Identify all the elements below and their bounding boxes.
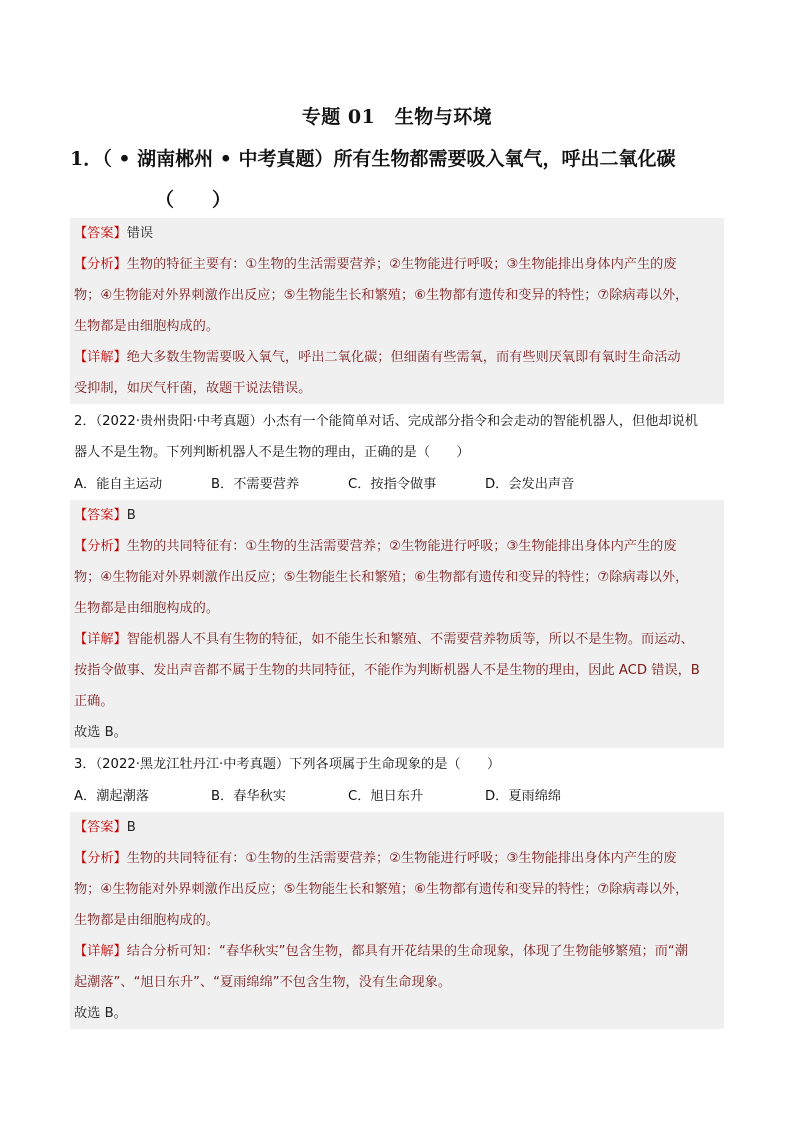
question-2-solution-block bbox=[70, 500, 724, 748]
analysis-line: 生物都是由细胞构成的。 bbox=[74, 319, 220, 334]
answer-value: B bbox=[126, 820, 136, 835]
option-c: C．按指令做事 bbox=[348, 477, 437, 492]
page-title: 专题 01 生物与环境 bbox=[301, 106, 493, 128]
analysis-line: 【分析】生物的共同特征有：①生物的生活需要营养；②生物能进行呼吸；③生物能排出身体内产生的废 bbox=[74, 539, 677, 554]
detail-tag: 【详解】 bbox=[74, 632, 127, 647]
detail-line: 正确。 bbox=[74, 694, 114, 709]
question-1-stem: 1．（ • 湖南郴州 • 中考真题）所有生物都需要吸入氧气，呼出二氧化碳 bbox=[70, 148, 676, 170]
detail-line: 受抑制，如厌气杆菌，故题干说法错误。 bbox=[74, 381, 312, 396]
question-2-stem: 2．（2022·贵州贵阳·中考真题）小杰有一个能简单对话、完成部分指令和会走动的智能机器人，但他却说机 bbox=[74, 414, 698, 429]
option-b: B．春华秋实 bbox=[211, 789, 286, 804]
question-3-stem: 3．（2022·黑龙江牡丹江·中考真题）下列各项属于生命现象的是（ ） bbox=[74, 757, 501, 772]
analysis-tag: 【分析】 bbox=[74, 539, 127, 554]
detail-line: 【详解】绝大多数生物需要吸入氧气，呼出二氧化碳；但细菌有些需氧，而有些则厌氧即有氧时生命活动 bbox=[74, 350, 681, 365]
detail-tag: 【详解】 bbox=[74, 350, 127, 365]
answer-tag: 【答案】 bbox=[74, 508, 127, 523]
analysis-line: 生物都是由细胞构成的。 bbox=[74, 601, 220, 616]
answer-value: 错误 bbox=[126, 226, 154, 241]
question-3-solution-block bbox=[70, 812, 724, 1029]
option-a: A．潮起潮落 bbox=[74, 789, 149, 804]
option-c: C．旭日东升 bbox=[348, 789, 424, 804]
detail-line: 按指令做事、发出声音都不属于生物的共同特征，不能作为判断机器人不是生物的理由，因此 ACD 错误，B bbox=[74, 663, 700, 678]
option-d: D．会发出声音 bbox=[485, 477, 575, 492]
question-2-stem: 器人不是生物。下列判断机器人不是生物的理由，正确的是（ ） bbox=[74, 445, 470, 460]
question-1-solution-block bbox=[70, 218, 724, 404]
analysis-line: 生物都是由细胞构成的。 bbox=[74, 913, 220, 928]
conclusion-line: 故选 B。 bbox=[74, 725, 127, 740]
option-d: D．夏雨绵绵 bbox=[485, 789, 562, 804]
answer-value: B bbox=[126, 508, 136, 523]
question-1-answer-blank: （ ） bbox=[155, 189, 232, 211]
analysis-line: 【分析】生物的特征主要有：①生物的生活需要营养；②生物能进行呼吸；③生物能排出身体内产生的废 bbox=[74, 257, 677, 272]
analysis-tag: 【分析】 bbox=[74, 257, 127, 272]
detail-tag: 【详解】 bbox=[74, 944, 127, 959]
answer-tag: 【答案】 bbox=[74, 820, 127, 835]
answer-tag: 【答案】 bbox=[74, 226, 127, 241]
option-b: B．不需要营养 bbox=[211, 477, 300, 492]
analysis-line: 物；④生物能对外界刺激作出反应；⑤生物能生长和繁殖；⑥生物都有遗传和变异的特性；⑦除病毒以外， bbox=[74, 882, 689, 897]
answer-line bbox=[70, 500, 724, 531]
conclusion-line: 故选 B。 bbox=[74, 1006, 127, 1021]
analysis-line: 物；④生物能对外界刺激作出反应；⑤生物能生长和繁殖；⑥生物都有遗传和变异的特性；⑦除病毒以外， bbox=[74, 288, 689, 303]
detail-line: 【详解】智能机器人不具有生物的特征，如不能生长和繁殖、不需要营养物质等，所以不是生物。而运动、 bbox=[74, 632, 694, 647]
detail-line: 起潮落”、“旭日东升”、“夏雨绵绵”不包含生物，没有生命现象。 bbox=[74, 975, 452, 990]
analysis-line: 【分析】生物的共同特征有：①生物的生活需要营养；②生物能进行呼吸；③生物能排出身体内产生的废 bbox=[74, 851, 677, 866]
option-a: A．能自主运动 bbox=[74, 477, 163, 492]
answer-line bbox=[70, 218, 724, 249]
analysis-line: 物；④生物能对外界刺激作出反应；⑤生物能生长和繁殖；⑥生物都有遗传和变异的特性；⑦除病毒以外， bbox=[74, 570, 689, 585]
detail-line: 【详解】结合分析可知：“春华秋实”包含生物，都具有开花结果的生命现象，体现了生物能够繁殖；而“潮 bbox=[74, 944, 688, 959]
answer-line bbox=[70, 812, 724, 843]
analysis-tag: 【分析】 bbox=[74, 851, 127, 866]
